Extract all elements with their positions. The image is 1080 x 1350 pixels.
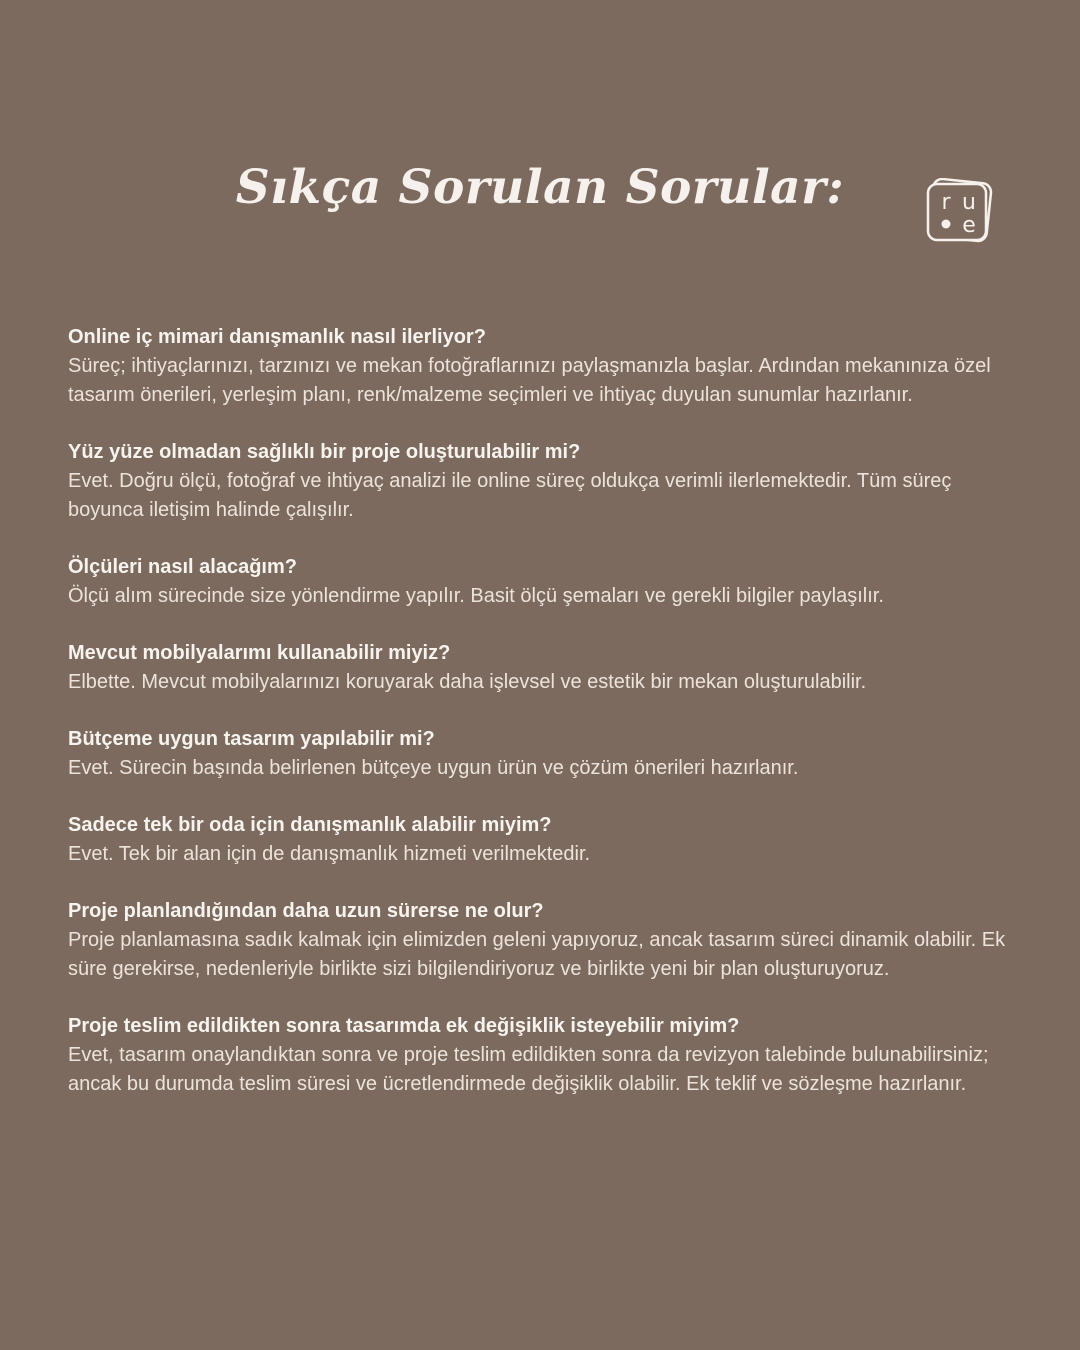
rue-logo-icon: [924, 178, 994, 244]
faq-question: Mevcut mobilyalarımı kullanabilir miyiz?: [68, 642, 451, 664]
faq-answer: Elbette. Mevcut mobilyalarınızı koruyarak daha işlevsel ve estetik bir mekan oluşturulabilir.: [68, 671, 867, 693]
faq-item: [68, 553, 1018, 611]
faq-answer: Evet. Doğru ölçü, fotoğraf ve ihtiyaç analizi ile online süreç oldukça verimli ilerlemektedir. Tüm süreç boyunca iletişim halinde çalışılır.: [68, 470, 952, 521]
faq-item: [68, 725, 1018, 783]
faq-item: [68, 438, 1018, 525]
brand-logo: [924, 178, 994, 244]
faq-answer: Süreç; ihtiyaçlarınızı, tarzınızı ve mekan fotoğraflarınızı paylaşmanızla başlar. Ardından mekanınıza özel tasarım önerileri, yerleşim planı, renk/malzeme seçimleri ve ihtiyaç duyulan sunumlar hazırlanır.: [68, 355, 991, 406]
logo-letter-e: e: [962, 213, 976, 238]
faq-list: [68, 323, 1018, 1127]
logo-letter-r: r: [941, 190, 951, 215]
faq-answer: Evet. Sürecin başında belirlenen bütçeye uygun ürün ve çözüm önerileri hazırlanır.: [68, 757, 799, 779]
faq-answer: Evet. Tek bir alan için de danışmanlık hizmeti verilmektedir.: [68, 843, 591, 865]
faq-question: Yüz yüze olmadan sağlıklı bir proje oluşturulabilir mi?: [68, 441, 581, 463]
faq-item: [68, 639, 1018, 697]
faq-question: Proje teslim edildikten sonra tasarımda ek değişiklik isteyebilir miyim?: [68, 1015, 740, 1037]
faq-item: [68, 1012, 1018, 1099]
page-title: Sıkça Sorulan Sorular:: [235, 160, 845, 215]
faq-answer: Ölçü alım sürecinde size yönlendirme yapılır. Basit ölçü şemaları ve gerekli bilgiler paylaşılır.: [68, 585, 884, 607]
faq-question: Proje planlandığından daha uzun sürerse ne olur?: [68, 900, 544, 922]
faq-item: [68, 323, 1018, 410]
faq-question: Ölçüleri nasıl alacağım?: [68, 556, 297, 578]
faq-item: [68, 897, 1018, 984]
faq-answer: Evet, tasarım onaylandıktan sonra ve proje teslim edildikten sonra da revizyon talebinde bulunabilirsiniz; ancak bu durumda teslim süresi ve ücretlendirmede değişiklik olabilir. Ek teklif ve sözleşme hazırlanır.: [68, 1044, 989, 1095]
faq-question: Bütçeme uygun tasarım yapılabilir mi?: [68, 728, 435, 750]
faq-question: Online iç mimari danışmanlık nasıl ilerliyor?: [68, 326, 486, 348]
logo-dot-icon: [942, 220, 951, 229]
faq-item: [68, 811, 1018, 869]
logo-letter-u: u: [962, 190, 976, 215]
faq-question: Sadece tek bir oda için danışmanlık alabilir miyim?: [68, 814, 552, 836]
faq-answer: Proje planlamasına sadık kalmak için elimizden geleni yapıyoruz, ancak tasarım süreci dinamik olabilir. Ek süre gerekirse, nedenleriyle birlikte sizi bilgilendiriyoruz ve birlikte yeni bir plan oluşturuyoruz.: [68, 929, 1006, 980]
